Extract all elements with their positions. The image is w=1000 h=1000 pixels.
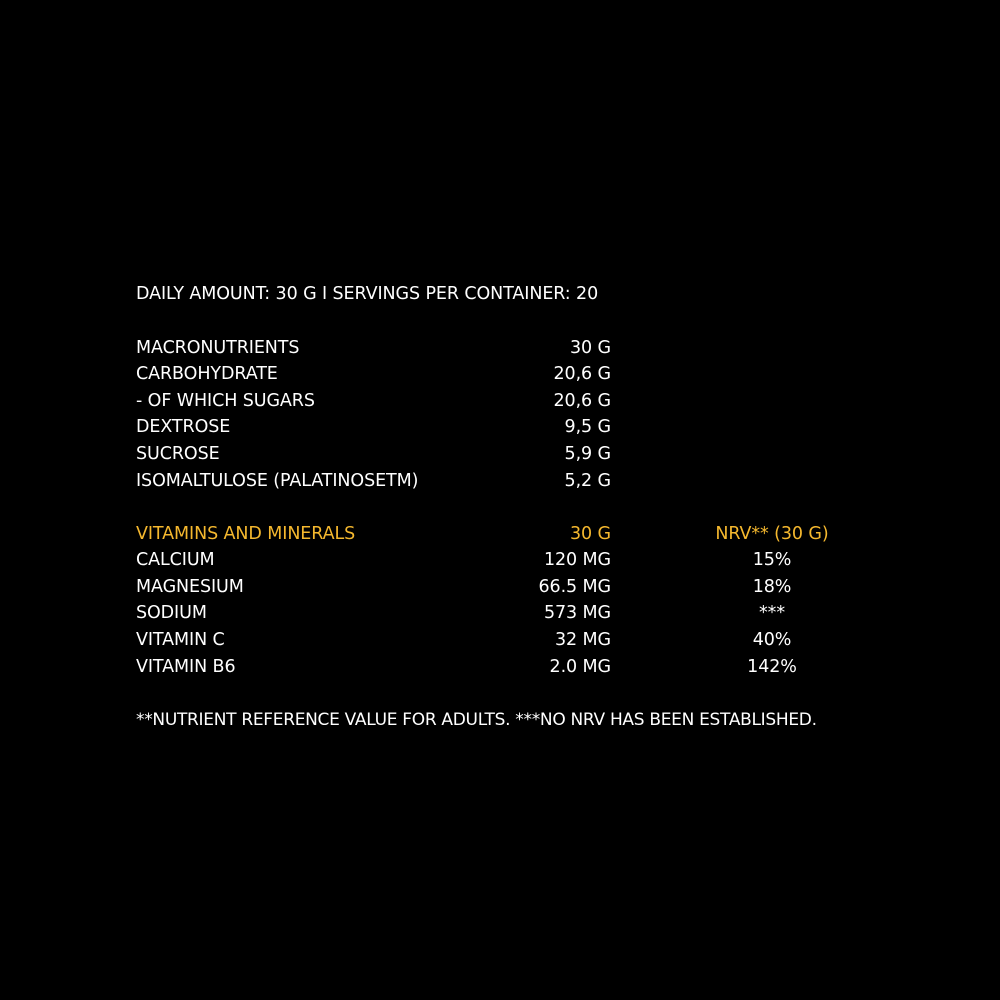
vitamin-row-nrv: 15%	[752, 550, 792, 570]
macro-row-amount: 9,5 G	[564, 417, 611, 437]
vitamins-header-amount: 30 G	[570, 524, 611, 544]
macro-row-label: CARBOHYDRATE	[136, 364, 278, 384]
vitamin-row-label: SODIUM	[136, 603, 207, 623]
vitamin-row-label: VITAMIN B6	[136, 657, 236, 677]
vitamin-row-label: CALCIUM	[136, 550, 215, 570]
vitamin-row-amount: 120 MG	[543, 550, 611, 570]
vitamin-row-nrv: 18%	[752, 577, 792, 597]
vitamin-row-label: MAGNESIUM	[136, 577, 244, 597]
macro-row-amount: 20,6 G	[553, 364, 611, 384]
vitamin-row-amount: 2.0 MG	[549, 657, 611, 677]
macro-row-label: - OF WHICH SUGARS	[136, 391, 315, 411]
vitamin-row-amount: 32 MG	[555, 630, 611, 650]
vitamin-row-amount: 66.5 MG	[538, 577, 611, 597]
macro-row-label: ISOMALTULOSE (PALATINOSETM)	[136, 471, 419, 491]
vitamin-row-label: VITAMIN C	[136, 630, 225, 650]
macro-row-amount: 5,2 G	[564, 471, 611, 491]
vitamin-row-nrv: ***	[759, 603, 785, 623]
macronutrients-header-amount: 30 G	[570, 338, 611, 358]
macro-row-label: SUCROSE	[136, 444, 220, 464]
vitamin-row-amount: 573 MG	[543, 603, 611, 623]
macronutrients-header-label: MACRONUTRIENTS	[136, 338, 300, 358]
macro-row-label: DEXTROSE	[136, 417, 231, 437]
macro-row-amount: 20,6 G	[553, 391, 611, 411]
daily-amount-header: DAILY AMOUNT: 30 G I SERVINGS PER CONTAINER: 20	[136, 284, 599, 304]
vitamins-header-nrv: NRV** (30 G)	[715, 524, 829, 544]
vitamins-header-label: VITAMINS AND MINERALS	[136, 524, 356, 544]
vitamin-row-nrv: 142%	[747, 657, 797, 677]
vitamin-row-nrv: 40%	[752, 630, 792, 650]
macro-row-amount: 5,9 G	[564, 444, 611, 464]
footnote: **NUTRIENT REFERENCE VALUE FOR ADULTS. ***NO NRV HAS BEEN ESTABLISHED.	[136, 710, 817, 730]
